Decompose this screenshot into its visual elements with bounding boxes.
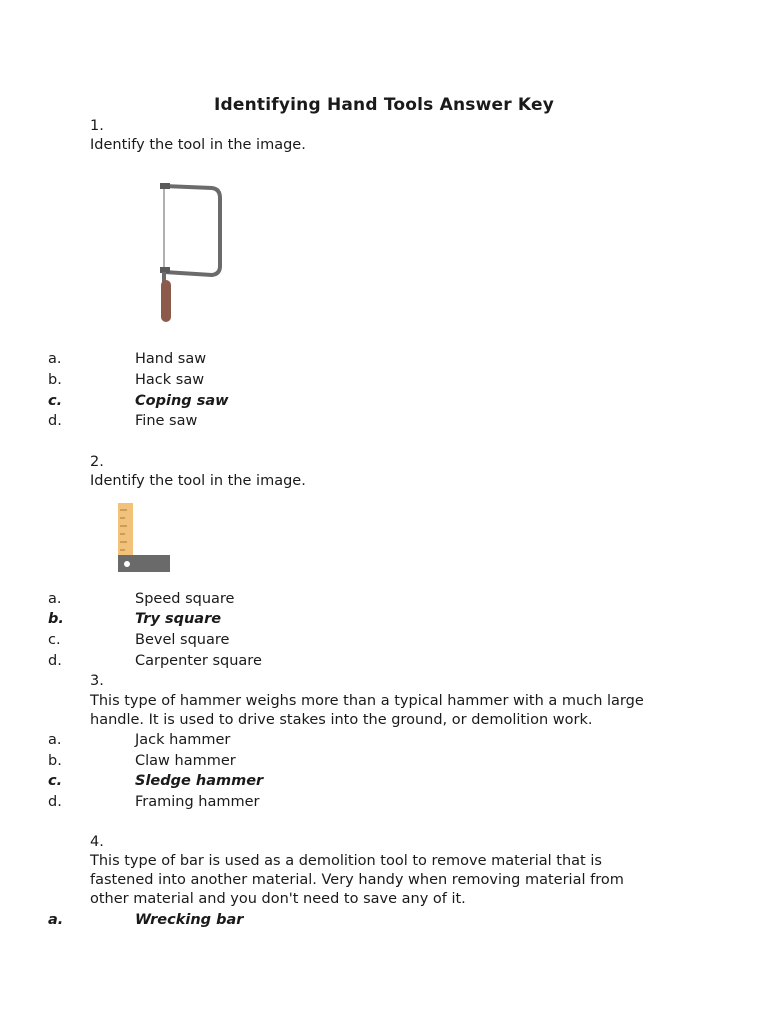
question-2-prompt: Identify the tool in the image.: [90, 473, 306, 489]
q3-option-a-text: Jack hammer: [135, 732, 231, 748]
question-3-prompt-line-2: handle. It is used to drive stakes into the ground, or demolition work.: [90, 712, 593, 728]
question-4-prompt-line-2: fastened into another material. Very handy when removing material from: [90, 872, 624, 888]
q1-option-d-text: Fine saw: [135, 413, 198, 429]
q1-option-c-text: Coping saw: [135, 393, 229, 409]
q3-option-a-letter: a.: [48, 732, 62, 748]
q1-option-b-letter: b.: [48, 372, 62, 388]
q2-option-a-letter: a.: [48, 591, 62, 607]
q1-option-a-text: Hand saw: [135, 351, 207, 367]
q2-option-a-text: Speed square: [135, 591, 235, 607]
q2-option-b-letter: b.: [48, 611, 64, 627]
question-3-number: 3.: [90, 673, 104, 689]
q2-option-c-letter: c.: [48, 632, 61, 648]
q3-option-c-letter: c.: [48, 773, 63, 789]
q3-option-d-letter: d.: [48, 794, 62, 810]
q3-option-b-letter: b.: [48, 753, 62, 769]
try-square-icon: [116, 502, 172, 574]
question-4-prompt-line-1: This type of bar is used as a demolition tool to remove material that is: [90, 853, 602, 869]
q3-option-b-text: Claw hammer: [135, 753, 236, 769]
q2-option-d-letter: d.: [48, 653, 62, 669]
q2-option-c-text: Bevel square: [135, 632, 230, 648]
q1-option-a-letter: a.: [48, 351, 62, 367]
question-1-prompt: Identify the tool in the image.: [90, 137, 306, 153]
q3-option-c-text: Sledge hammer: [135, 773, 264, 789]
question-2-number: 2.: [90, 454, 104, 470]
q1-option-c-letter: c.: [48, 393, 63, 409]
q2-option-b-text: Try square: [135, 611, 222, 627]
page-title: Identifying Hand Tools Answer Key: [213, 95, 555, 115]
question-3-prompt-line-1: This type of hammer weighs more than a typical hammer with a much large: [90, 693, 644, 709]
q1-option-d-letter: d.: [48, 413, 62, 429]
q4-option-a-text: Wrecking bar: [135, 912, 244, 928]
q4-option-a-letter: a.: [48, 912, 64, 928]
coping-saw-icon: [150, 178, 230, 328]
question-1-number: 1.: [90, 118, 104, 134]
q3-option-d-text: Framing hammer: [135, 794, 260, 810]
q1-option-b-text: Hack saw: [135, 372, 205, 388]
question-4-prompt-line-3: other material and you don't need to save any of it.: [90, 891, 466, 907]
q2-option-d-text: Carpenter square: [135, 653, 262, 669]
question-4-number: 4.: [90, 834, 104, 850]
